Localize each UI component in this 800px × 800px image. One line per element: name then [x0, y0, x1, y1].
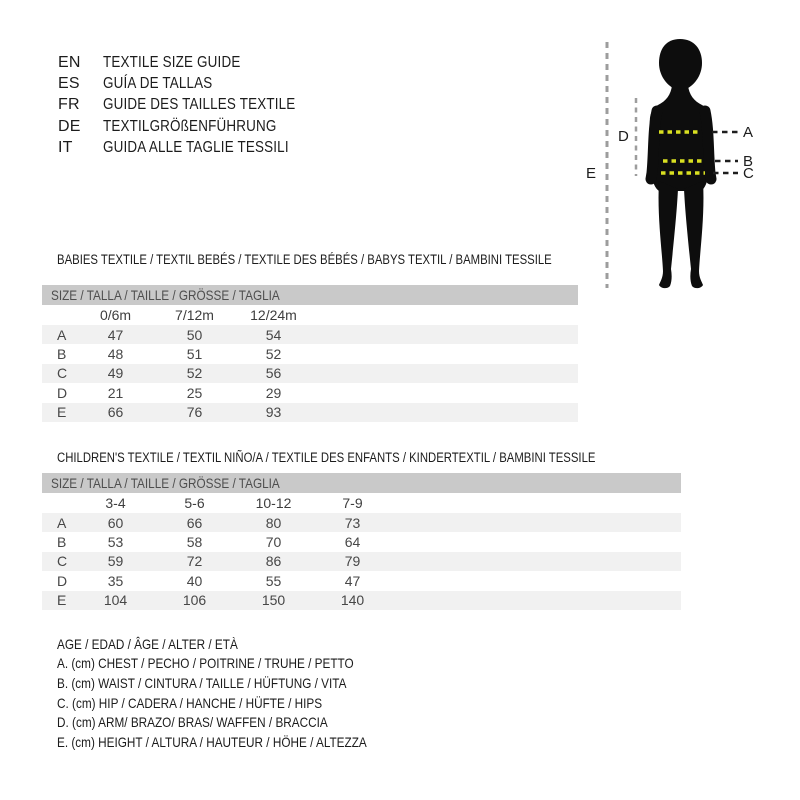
row-label: D	[57, 572, 68, 589]
child-silhouette	[650, 39, 711, 288]
legend-height: E. (cm) HEIGHT / ALTURA / HAUTEUR / HÖHE / ALTEZZA	[57, 733, 367, 750]
language-label: GUIDE DES TAILLES TEXTILE	[103, 96, 296, 114]
row-label: E	[57, 404, 67, 421]
table-row	[42, 383, 578, 402]
column-header-row	[42, 493, 681, 513]
language-code: DE	[58, 117, 81, 135]
language-row-fr	[58, 95, 332, 116]
language-label: GUÍA DE TALLAS	[103, 74, 213, 92]
column-header: 7-9	[342, 495, 363, 511]
figure-label-a: A	[743, 124, 754, 141]
cell: 48	[107, 346, 124, 363]
column-header: 10-12	[255, 495, 292, 511]
cell: 51	[186, 346, 203, 363]
cell: 47	[107, 326, 124, 343]
cell: 55	[265, 572, 282, 589]
table-row	[42, 403, 578, 422]
language-code: EN	[58, 53, 81, 71]
cell: 70	[265, 534, 282, 551]
row-label: D	[57, 384, 68, 401]
table-row	[42, 571, 681, 590]
cell: 47	[344, 572, 361, 589]
cell: 54	[265, 326, 282, 343]
legend-waist: B. (cm) WAIST / CINTURA / TAILLE / HÜFTUNG / VITA	[57, 674, 347, 691]
table-row	[42, 513, 681, 532]
language-code: ES	[58, 74, 80, 92]
cell: 35	[107, 572, 124, 589]
column-header: 0/6m	[99, 307, 132, 323]
language-label: TEXTILGRÖßENFÜHRUNG	[103, 117, 277, 135]
table-row	[42, 325, 578, 344]
column-header: 7/12m	[175, 307, 214, 323]
cell: 52	[265, 346, 282, 363]
row-label: E	[57, 592, 67, 609]
row-label: A	[57, 326, 67, 343]
language-list	[58, 52, 332, 158]
language-label: TEXTILE SIZE GUIDE	[103, 53, 241, 71]
cell: 86	[265, 553, 282, 570]
cell: 73	[344, 514, 361, 531]
language-code: IT	[58, 138, 73, 156]
row-label: C	[57, 553, 68, 570]
language-label: GUIDA ALLE TAGLIE TESSILI	[103, 138, 289, 156]
column-header-row	[42, 305, 578, 325]
cell: 49	[107, 365, 124, 382]
cell: 80	[265, 514, 282, 531]
cell: 50	[186, 326, 203, 343]
measurement-legend	[57, 634, 426, 752]
figure-label-c: C	[743, 165, 754, 182]
cell: 66	[186, 514, 203, 531]
figure-label-d: D	[618, 128, 629, 145]
cell: 64	[344, 534, 361, 551]
language-code: FR	[58, 96, 80, 114]
language-row-de	[58, 116, 332, 137]
cell: 140	[340, 592, 365, 609]
row-label: B	[57, 534, 67, 551]
language-row-en	[58, 52, 332, 73]
cell: 58	[186, 534, 203, 551]
cell: 25	[186, 384, 203, 401]
row-label: B	[57, 346, 67, 363]
babies-size-table	[42, 285, 578, 422]
legend-hip: C. (cm) HIP / CADERA / HANCHE / HÜFTE / HIPS	[57, 694, 323, 711]
cell: 79	[344, 553, 361, 570]
table-row	[42, 552, 681, 571]
cell: 53	[107, 534, 124, 551]
cell: 59	[107, 553, 124, 570]
cell: 104	[103, 592, 128, 609]
column-header: 12/24m	[250, 307, 297, 323]
figure-label-e: E	[586, 165, 597, 182]
language-row-it	[58, 137, 332, 158]
babies-section-title: BABIES TEXTILE / TEXTIL BEBÉS / TEXTILE DES BÉBÉS / BABYS TEXTIL / BAMBINI TESSILE	[57, 252, 552, 267]
row-label: A	[57, 514, 67, 531]
cell: 150	[261, 592, 286, 609]
cell: 29	[265, 384, 282, 401]
table-row	[42, 364, 578, 383]
size-header-bar: SIZE / TALLA / TAILLE / GRÖSSE / TAGLIA	[42, 285, 578, 305]
table-row	[42, 532, 681, 551]
legend-age: AGE / EDAD / ÂGE / ALTER / ETÀ	[57, 635, 238, 652]
table-row	[42, 344, 578, 363]
table-row	[42, 591, 681, 610]
cell: 76	[186, 404, 203, 421]
column-header: 3-4	[105, 495, 126, 511]
cell: 52	[186, 365, 203, 382]
figure-label-b: B	[743, 153, 754, 170]
cell: 40	[186, 572, 203, 589]
cell: 21	[107, 384, 124, 401]
size-header-bar: SIZE / TALLA / TAILLE / GRÖSSE / TAGLIA	[42, 473, 681, 493]
legend-chest: A. (cm) CHEST / PECHO / POITRINE / TRUHE / PETTO	[57, 655, 354, 672]
children-size-table	[42, 473, 681, 610]
cell: 93	[265, 404, 282, 421]
cell: 56	[265, 365, 282, 382]
children-section-title: CHILDREN'S TEXTILE / TEXTIL NIÑO/A / TEXTILE DES ENFANTS / KINDERTEXTIL / BAMBINI TESSILE	[57, 450, 596, 465]
column-header: 5-6	[184, 495, 205, 511]
cell: 106	[182, 592, 207, 609]
row-label: C	[57, 365, 68, 382]
cell: 60	[107, 514, 124, 531]
legend-arm: D. (cm) ARM/ BRAZO/ BRAS/ WAFFEN / BRACCIA	[57, 714, 328, 731]
cell: 66	[107, 404, 124, 421]
language-row-es	[58, 73, 332, 94]
cell: 72	[186, 553, 203, 570]
